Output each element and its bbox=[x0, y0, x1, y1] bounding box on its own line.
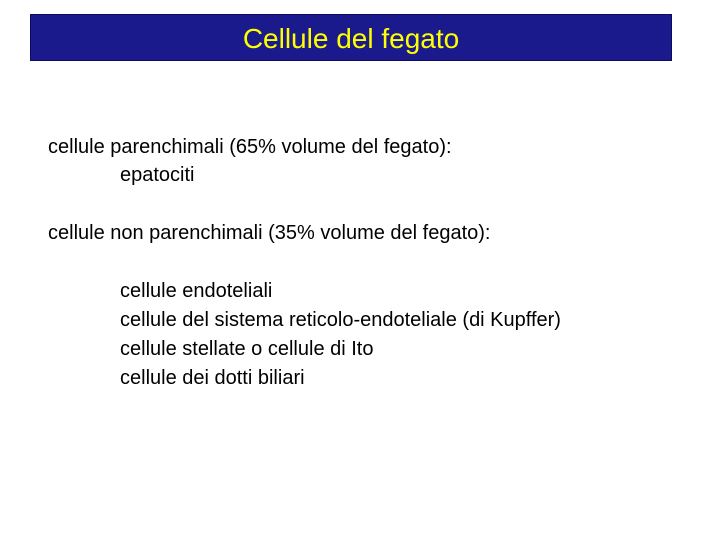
section-heading-parenchymal: cellule parenchimali (65% volume del fegato): bbox=[48, 136, 452, 158]
list-item-bile-duct: cellule dei dotti biliari bbox=[120, 367, 305, 389]
slide-title: Cellule del fegato bbox=[242, 22, 460, 54]
section-heading-non-parenchymal: cellule non parenchimali (35% volume del fegato): bbox=[48, 222, 491, 244]
list-item-hepatocytes: epatociti bbox=[120, 164, 195, 186]
list-item-endothelial: cellule endoteliali bbox=[120, 280, 273, 302]
list-item-kupffer: cellule del sistema reticolo-endoteliale (di Kupffer) bbox=[120, 309, 561, 331]
list-item-stellate: cellule stellate o cellule di Ito bbox=[120, 338, 374, 360]
